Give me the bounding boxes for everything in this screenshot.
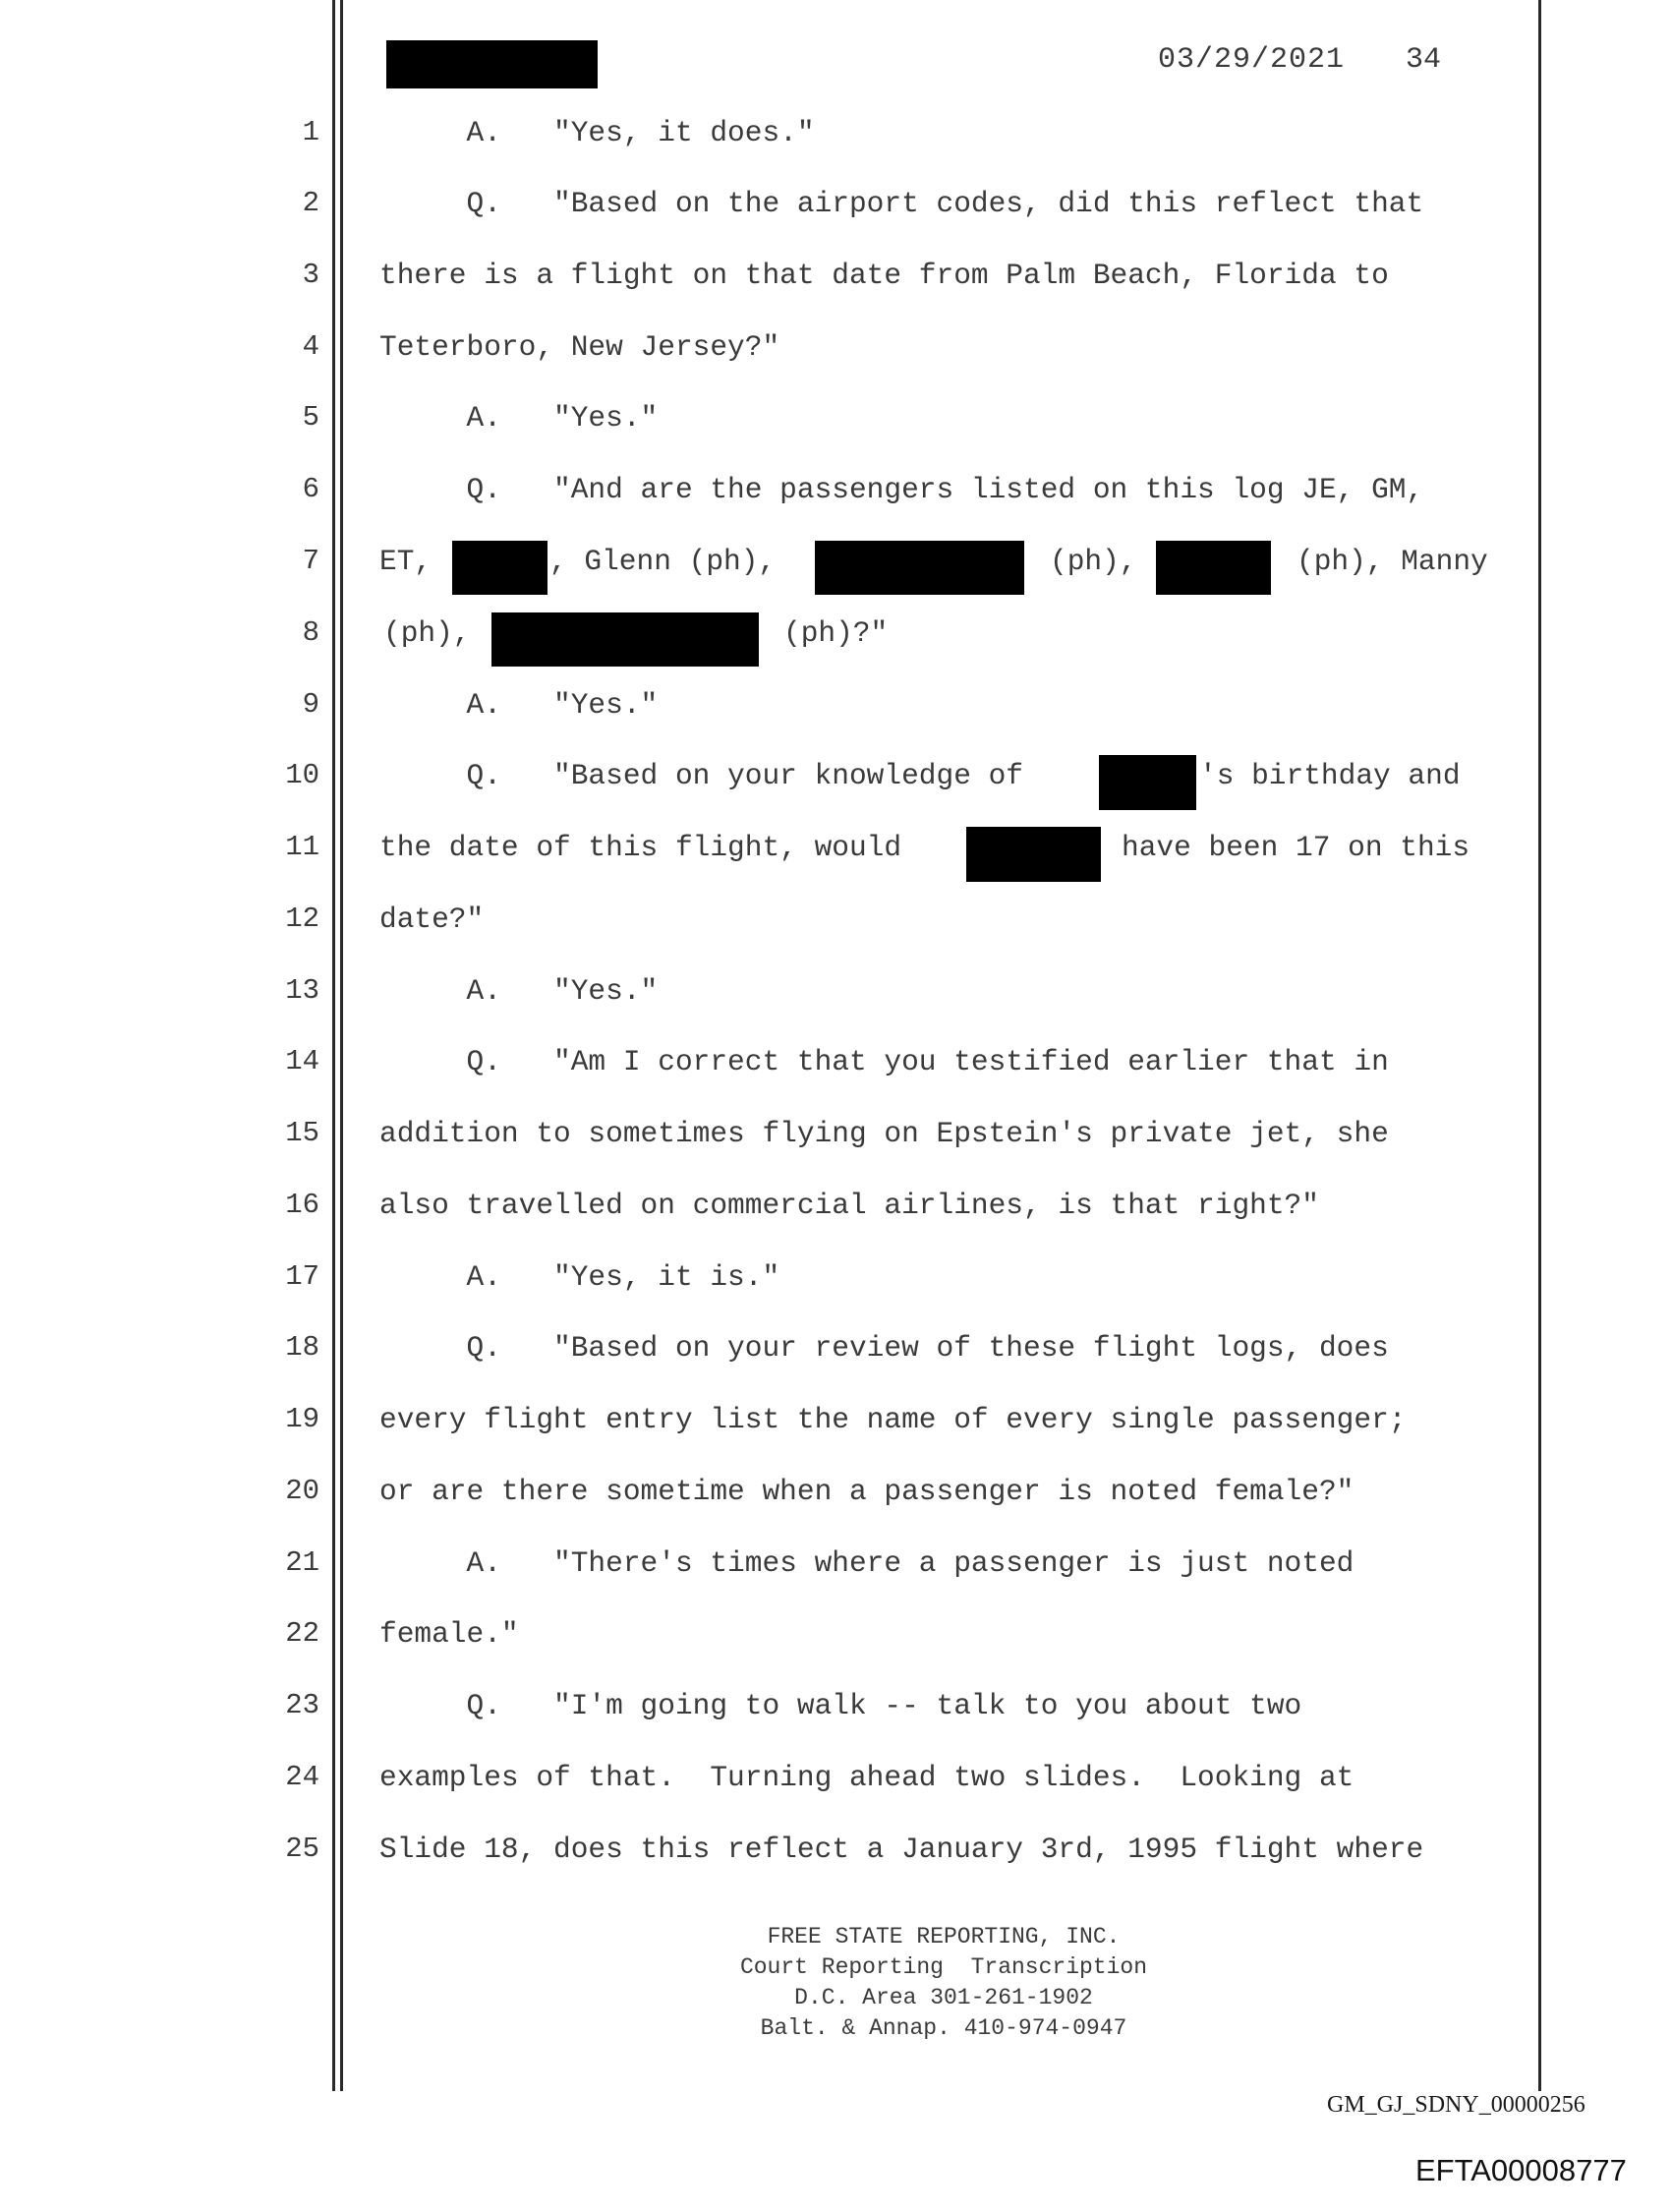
- line-number: 7: [302, 545, 319, 577]
- line-number: 12: [285, 902, 319, 935]
- passenger-redaction: [452, 541, 547, 595]
- efta-number: EFTA00008777: [1415, 2153, 1627, 2187]
- page-number: 34: [1406, 43, 1442, 77]
- transcript-line: A. "Yes.": [379, 688, 659, 722]
- name-redaction: [1099, 755, 1196, 810]
- transcript-segment: (ph), Manny: [1296, 545, 1488, 578]
- transcript-line: addition to sometimes flying on Epstein's private jet, she: [379, 1117, 1389, 1150]
- line-number: 21: [285, 1546, 319, 1579]
- transcript-segment: , Glenn (ph),: [549, 545, 777, 578]
- transcript-line: also travelled on commercial airlines, is that right?": [379, 1189, 1319, 1222]
- line-number: 6: [302, 473, 319, 505]
- reporter-balt-phone: Balt. & Annap. 410-974-0947: [760, 2015, 1127, 2041]
- transcript-segment: Q. "Based on your knowledge of: [379, 759, 1024, 792]
- passenger-redaction: [491, 612, 759, 667]
- name-redaction: [966, 827, 1101, 882]
- transcript-segment: have been 17 on this: [1122, 831, 1470, 864]
- line-number: 4: [302, 330, 319, 363]
- right-margin-rule: [1538, 0, 1541, 2091]
- transcript-segment: (ph)?": [783, 616, 889, 650]
- transcript-line: A. "Yes.": [379, 974, 659, 1008]
- reporter-services: Court Reporting Transcription: [739, 1954, 1148, 1980]
- transcript-line: A. "Yes, it does.": [379, 116, 815, 149]
- transcript-line: Q. "Based on the airport codes, did this reflect that: [379, 187, 1424, 220]
- transcript-line: female.": [379, 1617, 519, 1651]
- transcript-date: 03/29/2021: [1158, 43, 1346, 77]
- line-number: 19: [285, 1403, 319, 1435]
- transcript-line: date?": [379, 902, 485, 936]
- line-number: 5: [302, 401, 319, 434]
- line-number: 2: [302, 187, 319, 219]
- transcript-segment: the date of this flight, would: [379, 831, 902, 864]
- header-redaction: [386, 40, 598, 88]
- line-number: 24: [285, 1761, 319, 1793]
- transcript-line: there is a flight on that date from Palm Beach, Florida to: [379, 259, 1389, 292]
- transcript-line: A. "There's times where a passenger is just noted: [379, 1546, 1354, 1580]
- transcript-line: Q. "And are the passengers listed on this log JE, GM,: [379, 473, 1424, 506]
- line-number: 20: [285, 1475, 319, 1507]
- transcript-line: Q. "I'm going to walk -- talk to you about two: [379, 1689, 1302, 1722]
- reporter-footer: [590, 1922, 1297, 2044]
- transcript-segment: (ph),: [1050, 545, 1137, 578]
- transcript-line: Q. "Based on your review of these flight logs, does: [379, 1331, 1389, 1365]
- line-number: 3: [302, 259, 319, 291]
- passenger-redaction: [1156, 541, 1271, 595]
- line-number: 16: [285, 1189, 319, 1221]
- transcript-line: A. "Yes.": [379, 401, 659, 435]
- transcript-line: or are there sometime when a passenger is noted female?": [379, 1475, 1354, 1508]
- line-number: 23: [285, 1689, 319, 1721]
- transcript-line: Q. "Am I correct that you testified earlier that in: [379, 1045, 1389, 1078]
- line-number: 25: [285, 1833, 319, 1865]
- line-number: 10: [285, 759, 319, 791]
- line-number: 1: [302, 116, 319, 148]
- line-number: 22: [285, 1617, 319, 1650]
- transcript-segment: (ph),: [383, 616, 471, 650]
- line-number: 18: [285, 1331, 319, 1364]
- left-margin-rule-outer: [332, 0, 335, 2091]
- bates-number: GM_GJ_SDNY_00000256: [1327, 2092, 1585, 2118]
- passenger-redaction: [815, 541, 1024, 595]
- transcript-line: Slide 18, does this reflect a January 3rd, 1995 flight where: [379, 1833, 1424, 1866]
- line-number: 15: [285, 1117, 319, 1149]
- left-margin-rule-inner: [340, 0, 343, 2091]
- reporter-dc-phone: D.C. Area 301-261-1902: [794, 1985, 1093, 2010]
- line-number: 8: [302, 616, 319, 649]
- transcript-line: examples of that. Turning ahead two slides. Looking at: [379, 1761, 1354, 1794]
- transcript-line: every flight entry list the name of every single passenger;: [379, 1403, 1407, 1436]
- line-number: 17: [285, 1260, 319, 1293]
- transcript-line: A. "Yes, it is.": [379, 1260, 780, 1294]
- transcript-segment: ET,: [379, 545, 432, 578]
- transcript-segment: 's birthday and: [1199, 759, 1461, 792]
- line-number: 13: [285, 974, 319, 1007]
- reporter-company: FREE STATE REPORTING, INC.: [767, 1924, 1121, 1950]
- line-number: 11: [285, 831, 319, 863]
- transcript-line: Teterboro, New Jersey?": [379, 330, 780, 364]
- line-number: 14: [285, 1045, 319, 1077]
- line-number: 9: [302, 688, 319, 721]
